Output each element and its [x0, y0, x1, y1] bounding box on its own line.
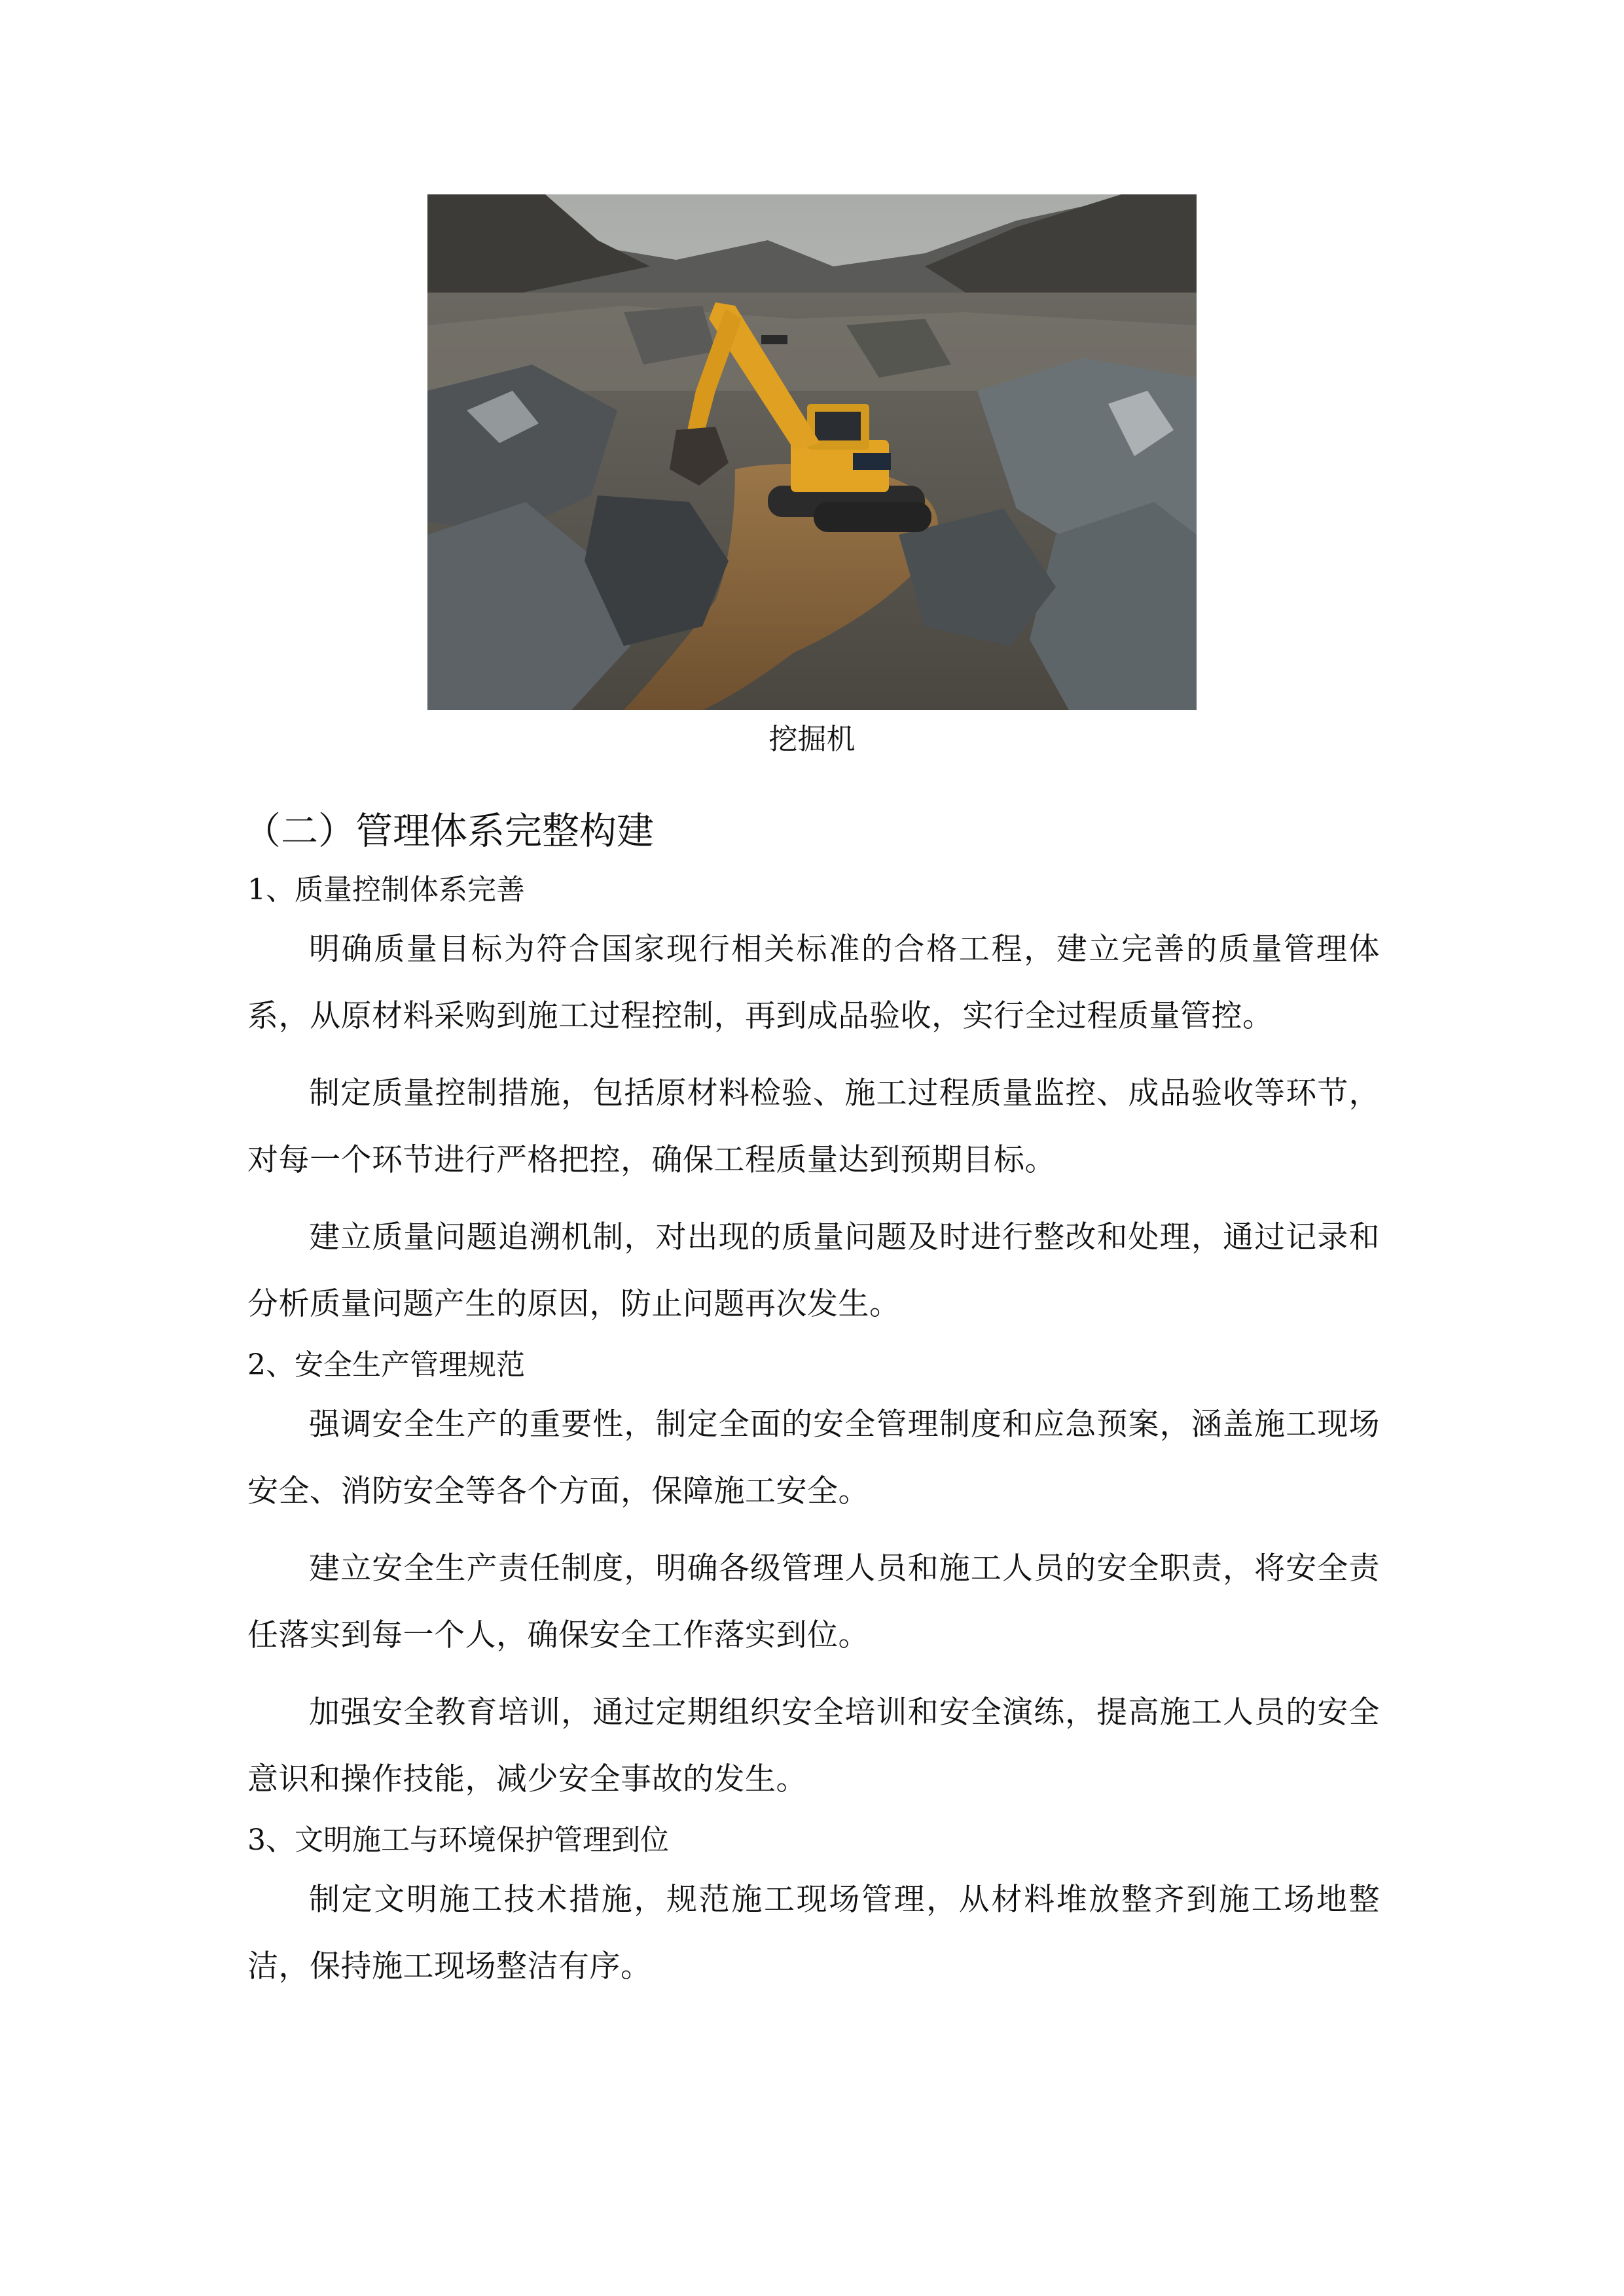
paragraph: 明确质量目标为符合国家现行相关标准的合格工程，建立完善的质量管理体系，从原材料采购到施工过程控制，再到成品验收，实行全过程质量管控。	[247, 931, 1380, 1034]
paragraph: 强调安全生产的重要性，制定全面的安全管理制度和应急预案，涵盖施工现场安全、消防安全等各个方面，保障施工安全。	[247, 1407, 1380, 1509]
subsection-heading-quality: 1、质量控制体系完善	[247, 873, 525, 906]
excavator-photo	[427, 194, 1197, 710]
paragraph: 制定质量控制措施，包括原材料检验、施工过程质量监控、成品验收等环节，对每一个环节进行严格把控，确保工程质量达到预期目标。	[247, 1075, 1380, 1178]
paragraph: 加强安全教育培训，通过定期组织安全培训和安全演练，提高施工人员的安全意识和操作技能，减少安全事故的发生。	[247, 1695, 1380, 1797]
section-title: （二）管理体系完整构建	[244, 810, 654, 853]
paragraph: 建立安全生产责任制度，明确各级管理人员和施工人员的安全职责，将安全责任落实到每一个人，确保安全工作落实到位。	[247, 1551, 1380, 1653]
figure-caption: 挖掘机	[768, 723, 856, 756]
paragraph: 建立质量问题追溯机制，对出现的质量问题及时进行整改和处理，通过记录和分析质量问题产生的原因，防止问题再次发生。	[247, 1219, 1380, 1322]
subsection-heading-safety: 2、安全生产管理规范	[247, 1348, 525, 1382]
paragraph: 制定文明施工技术措施，规范施工现场管理，从材料堆放整齐到施工场地整洁，保持施工现场整洁有序。	[247, 1882, 1380, 1984]
subsection-heading-environment: 3、文明施工与环境保护管理到位	[247, 1823, 669, 1857]
excavator-photo-illustration	[427, 194, 1197, 710]
